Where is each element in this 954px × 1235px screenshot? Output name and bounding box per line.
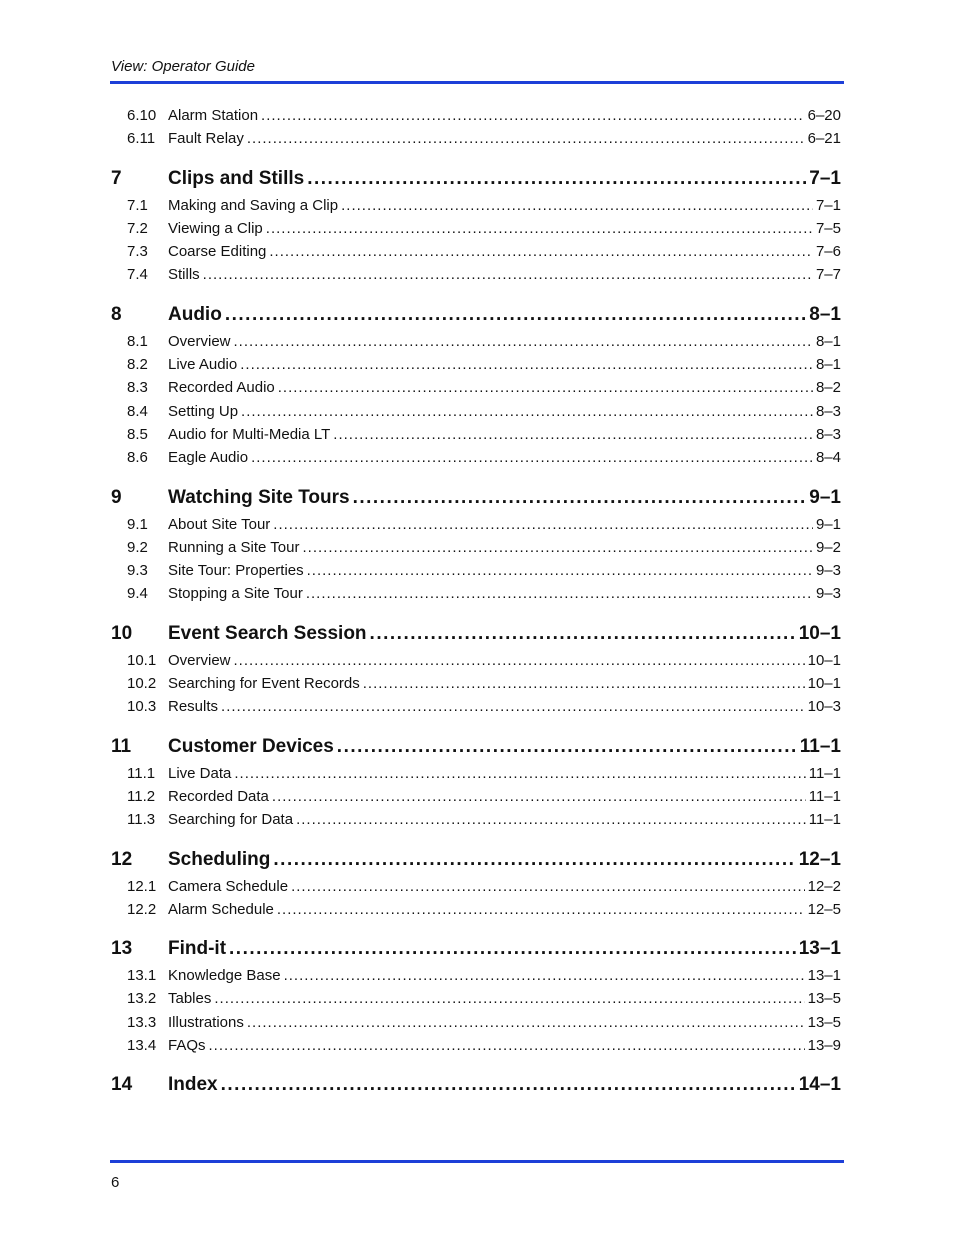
toc-entry-number: 10: [111, 622, 133, 644]
toc-entry-title: Stopping a Site Tour: [168, 585, 303, 603]
toc-dot-leader: [291, 875, 805, 898]
toc-entry-title: Tables: [168, 990, 212, 1008]
toc-section-entry[interactable]: [111, 400, 841, 423]
toc-entry-page: 8–3: [815, 425, 841, 443]
toc-entry-page: 9–1: [809, 486, 841, 508]
toc-entry-number: 10.2: [127, 675, 157, 693]
toc-dot-leader: [214, 987, 804, 1010]
toc-entry-page: 7–7: [815, 266, 841, 284]
toc-entry-number: 7.1: [127, 196, 148, 214]
toc-dot-leader: [278, 376, 813, 399]
toc-entry-page: 9–3: [815, 562, 841, 580]
toc-entry-page: 11–1: [799, 735, 841, 757]
toc-section-entry[interactable]: [111, 104, 841, 127]
page-number: 6: [111, 1174, 120, 1191]
toc-entry-page: 6–20: [807, 107, 841, 124]
toc-dot-leader: [370, 619, 796, 649]
toc-entry-page: 9–3: [815, 585, 841, 603]
toc-entry-number: 11.1: [127, 764, 156, 782]
toc-entry-page: 14–1: [798, 1074, 841, 1096]
toc-dot-leader: [221, 695, 805, 718]
toc-entry-page: 7–1: [809, 167, 841, 189]
toc-chapter-entry[interactable]: [111, 164, 841, 194]
toc-entry-page: 13–9: [807, 1037, 841, 1055]
toc-entry-page: 11–1: [808, 811, 841, 829]
toc-section-entry[interactable]: [111, 785, 841, 808]
toc-chapter-entry[interactable]: [111, 845, 841, 875]
toc-dot-leader: [353, 483, 807, 513]
toc-dot-leader: [341, 194, 813, 217]
toc-section-entry[interactable]: [111, 330, 841, 353]
toc-dot-leader: [209, 1034, 805, 1057]
toc-entry-page: 13–5: [807, 990, 841, 1008]
toc-entry-number: 9.2: [127, 538, 148, 556]
toc-dot-leader: [333, 423, 813, 446]
toc-entry-number: 9.3: [127, 562, 148, 580]
toc-dot-leader: [247, 1011, 805, 1034]
toc-entry-page: 8–1: [815, 356, 841, 374]
toc-dot-leader: [229, 934, 796, 964]
toc-entry-number: 6.11: [127, 130, 156, 148]
toc-entry-page: 9–1: [815, 515, 841, 533]
toc-entry-page: 6–21: [807, 130, 841, 148]
toc-entry-number: 13.4: [127, 1037, 157, 1055]
toc-entry-title: Results: [168, 698, 219, 716]
header-title: View: Operator Guide: [111, 58, 255, 75]
toc-entry-title: Site Tour: Properties: [168, 562, 304, 580]
toc-entry-page: 8–1: [815, 332, 841, 350]
toc-entry-number: 12.1: [127, 877, 157, 895]
toc-section-entry[interactable]: [111, 875, 841, 898]
toc-section-entry[interactable]: [111, 376, 841, 399]
toc-entry-title: Knowledge Base: [168, 967, 281, 985]
toc-entry-title: Alarm Schedule: [168, 900, 274, 918]
toc-entry-title: Fault Relay: [168, 130, 244, 148]
toc-section-entry[interactable]: [111, 898, 841, 921]
toc-section-entry[interactable]: [111, 446, 841, 469]
header-rule: [110, 81, 844, 84]
toc-dot-leader: [307, 559, 813, 582]
toc-entry-page: 8–3: [815, 402, 841, 420]
toc-dot-leader: [307, 164, 806, 194]
toc-section-entry[interactable]: [111, 513, 841, 536]
toc-chapter-entry[interactable]: [111, 300, 841, 330]
toc-entry-page: 13–1: [798, 938, 841, 960]
toc-entry-number: 11: [111, 735, 132, 757]
toc-entry-number: 8.6: [127, 449, 148, 467]
toc-entry-title: Index: [168, 1074, 218, 1096]
toc-entry-number: 12: [111, 848, 133, 870]
toc-section-entry[interactable]: [111, 353, 841, 376]
toc-entry-number: 13.2: [127, 990, 157, 1008]
toc-entry-number: 13: [111, 938, 133, 960]
toc-entry-title: Searching for Data: [168, 811, 294, 829]
toc-entry-page: 9–2: [815, 538, 841, 556]
toc-entry-number: 9.4: [127, 585, 148, 603]
toc-section-entry[interactable]: [111, 762, 841, 785]
toc-entry-title: Making and Saving a Clip: [168, 196, 339, 214]
toc-entry-page: 11–1: [808, 787, 841, 805]
toc-chapter-entry[interactable]: [111, 483, 841, 513]
toc-dot-leader: [272, 785, 806, 808]
toc-section-entry[interactable]: [111, 217, 841, 240]
toc-entry-page: 10–1: [807, 675, 841, 693]
toc-dot-leader: [269, 240, 813, 263]
toc-dot-leader: [247, 127, 805, 150]
toc-entry-page: 8–4: [815, 449, 841, 467]
toc-section-entry[interactable]: [111, 695, 841, 718]
toc-dot-leader: [273, 513, 813, 536]
toc-entry-page: 8–2: [815, 379, 841, 397]
toc-entry-number: 13.1: [127, 967, 157, 985]
toc-section-entry[interactable]: [111, 649, 841, 672]
toc-entry-title: Alarm Station: [168, 107, 259, 124]
toc-entry-number: 6.10: [127, 107, 157, 124]
toc-entry-page: 10–3: [807, 698, 841, 716]
toc-entry-number: 10.1: [127, 651, 157, 669]
toc-entry-title: Eagle Audio: [168, 449, 249, 467]
toc-entry-title: Searching for Event Records: [168, 675, 360, 693]
toc-section-entry[interactable]: [111, 808, 841, 831]
toc-section-entry[interactable]: [111, 559, 841, 582]
toc-entry-number: 8.2: [127, 356, 148, 374]
toc-entry-page: 12–5: [807, 900, 841, 918]
toc-entry-page: 11–1: [808, 764, 841, 782]
toc-entry-title: Scheduling: [168, 848, 271, 870]
toc-entry-title: Live Data: [168, 764, 232, 782]
toc-entry-title: Audio: [168, 303, 222, 325]
toc-dot-leader: [234, 330, 813, 353]
toc-entry-number: 9: [111, 486, 122, 508]
toc-entry-number: 8.5: [127, 425, 148, 443]
toc-entry-number: 13.3: [127, 1013, 157, 1031]
toc-entry-number: 7.2: [127, 219, 148, 237]
toc-entry-title: Event Search Session: [168, 622, 367, 644]
toc-entry-number: 9.1: [127, 515, 148, 533]
toc-section-entry[interactable]: [111, 987, 841, 1010]
toc-entry-page: 12–2: [807, 877, 841, 895]
toc-entry-title: Viewing a Clip: [168, 219, 263, 237]
toc-dot-leader: [221, 1070, 796, 1100]
toc-section-entry[interactable]: [111, 964, 841, 987]
toc-entry-page: 10–1: [807, 651, 841, 669]
toc-section-entry[interactable]: [111, 263, 841, 286]
toc-entry-title: Customer Devices: [168, 735, 334, 757]
toc-entry-title: Camera Schedule: [168, 877, 289, 895]
toc-entry-title: Overview: [168, 651, 231, 669]
toc-entry-title: Setting Up: [168, 402, 239, 420]
toc-dot-leader: [241, 400, 813, 423]
toc-entry-title: Find-it: [168, 938, 227, 960]
toc-dot-leader: [203, 263, 813, 286]
toc-entry-title: Overview: [168, 332, 231, 350]
toc-section-entry[interactable]: [111, 423, 841, 446]
toc-entry-number: 8.1: [127, 332, 148, 350]
toc-entry-title: Audio for Multi-Media LT: [168, 425, 331, 443]
table-of-contents: [111, 104, 841, 1100]
toc-dot-leader: [302, 536, 812, 559]
toc-chapter-entry[interactable]: [111, 619, 841, 649]
toc-entry-number: 7.4: [127, 266, 148, 284]
toc-entry-title: About Site Tour: [168, 515, 271, 533]
toc-dot-leader: [296, 808, 806, 831]
toc-entry-title: Clips and Stills: [168, 167, 305, 189]
toc-dot-leader: [266, 217, 813, 240]
toc-entry-page: 7–1: [815, 196, 841, 214]
toc-entry-number: 10.3: [127, 698, 157, 716]
toc-entry-title: Watching Site Tours: [168, 486, 350, 508]
toc-section-entry[interactable]: [111, 582, 841, 605]
toc-entry-title: Running a Site Tour: [168, 538, 300, 556]
toc-dot-leader: [240, 353, 813, 376]
toc-chapter-entry[interactable]: [111, 732, 841, 762]
toc-entry-title: Recorded Data: [168, 787, 269, 805]
toc-entry-title: Recorded Audio: [168, 379, 275, 397]
toc-entry-page: 12–1: [798, 848, 841, 870]
toc-entry-page: 13–1: [807, 967, 841, 985]
toc-section-entry[interactable]: [111, 1034, 841, 1057]
toc-chapter-entry[interactable]: [111, 1070, 841, 1100]
toc-dot-leader: [363, 672, 805, 695]
toc-entry-title: FAQs: [168, 1037, 206, 1055]
toc-entry-page: 10–1: [798, 622, 841, 644]
toc-section-entry[interactable]: [111, 127, 841, 150]
toc-dot-leader: [261, 104, 805, 127]
toc-section-entry[interactable]: [111, 536, 841, 559]
toc-section-entry[interactable]: [111, 194, 841, 217]
toc-dot-leader: [251, 446, 813, 469]
toc-entry-title: Coarse Editing: [168, 243, 267, 261]
toc-entry-page: 8–1: [809, 303, 841, 325]
toc-dot-leader: [225, 300, 806, 330]
toc-dot-leader: [306, 582, 813, 605]
toc-entry-number: 7.3: [127, 243, 148, 261]
toc-section-entry[interactable]: [111, 672, 841, 695]
toc-entry-number: 11.2: [127, 787, 156, 805]
toc-entry-title: Live Audio: [168, 356, 238, 374]
toc-dot-leader: [277, 898, 805, 921]
toc-dot-leader: [337, 732, 797, 762]
toc-entry-page: 13–5: [807, 1013, 841, 1031]
toc-entry-number: 8.3: [127, 379, 148, 397]
toc-dot-leader: [234, 762, 805, 785]
toc-entry-title: Illustrations: [168, 1013, 244, 1031]
toc-entry-title: Stills: [168, 266, 200, 284]
toc-dot-leader: [234, 649, 805, 672]
toc-entry-number: 8: [111, 303, 122, 325]
toc-entry-page: 7–6: [815, 243, 841, 261]
toc-entry-page: 7–5: [815, 219, 841, 237]
toc-entry-number: 7: [111, 167, 122, 189]
toc-dot-leader: [273, 845, 795, 875]
toc-chapter-entry[interactable]: [111, 934, 841, 964]
toc-entry-number: 14: [111, 1074, 133, 1096]
toc-section-entry[interactable]: [111, 240, 841, 263]
toc-section-entry[interactable]: [111, 1011, 841, 1034]
toc-dot-leader: [284, 964, 805, 987]
footer-rule: [110, 1160, 844, 1163]
toc-entry-number: 8.4: [127, 402, 148, 420]
toc-entry-number: 12.2: [127, 900, 157, 918]
toc-entry-number: 11.3: [127, 811, 156, 829]
